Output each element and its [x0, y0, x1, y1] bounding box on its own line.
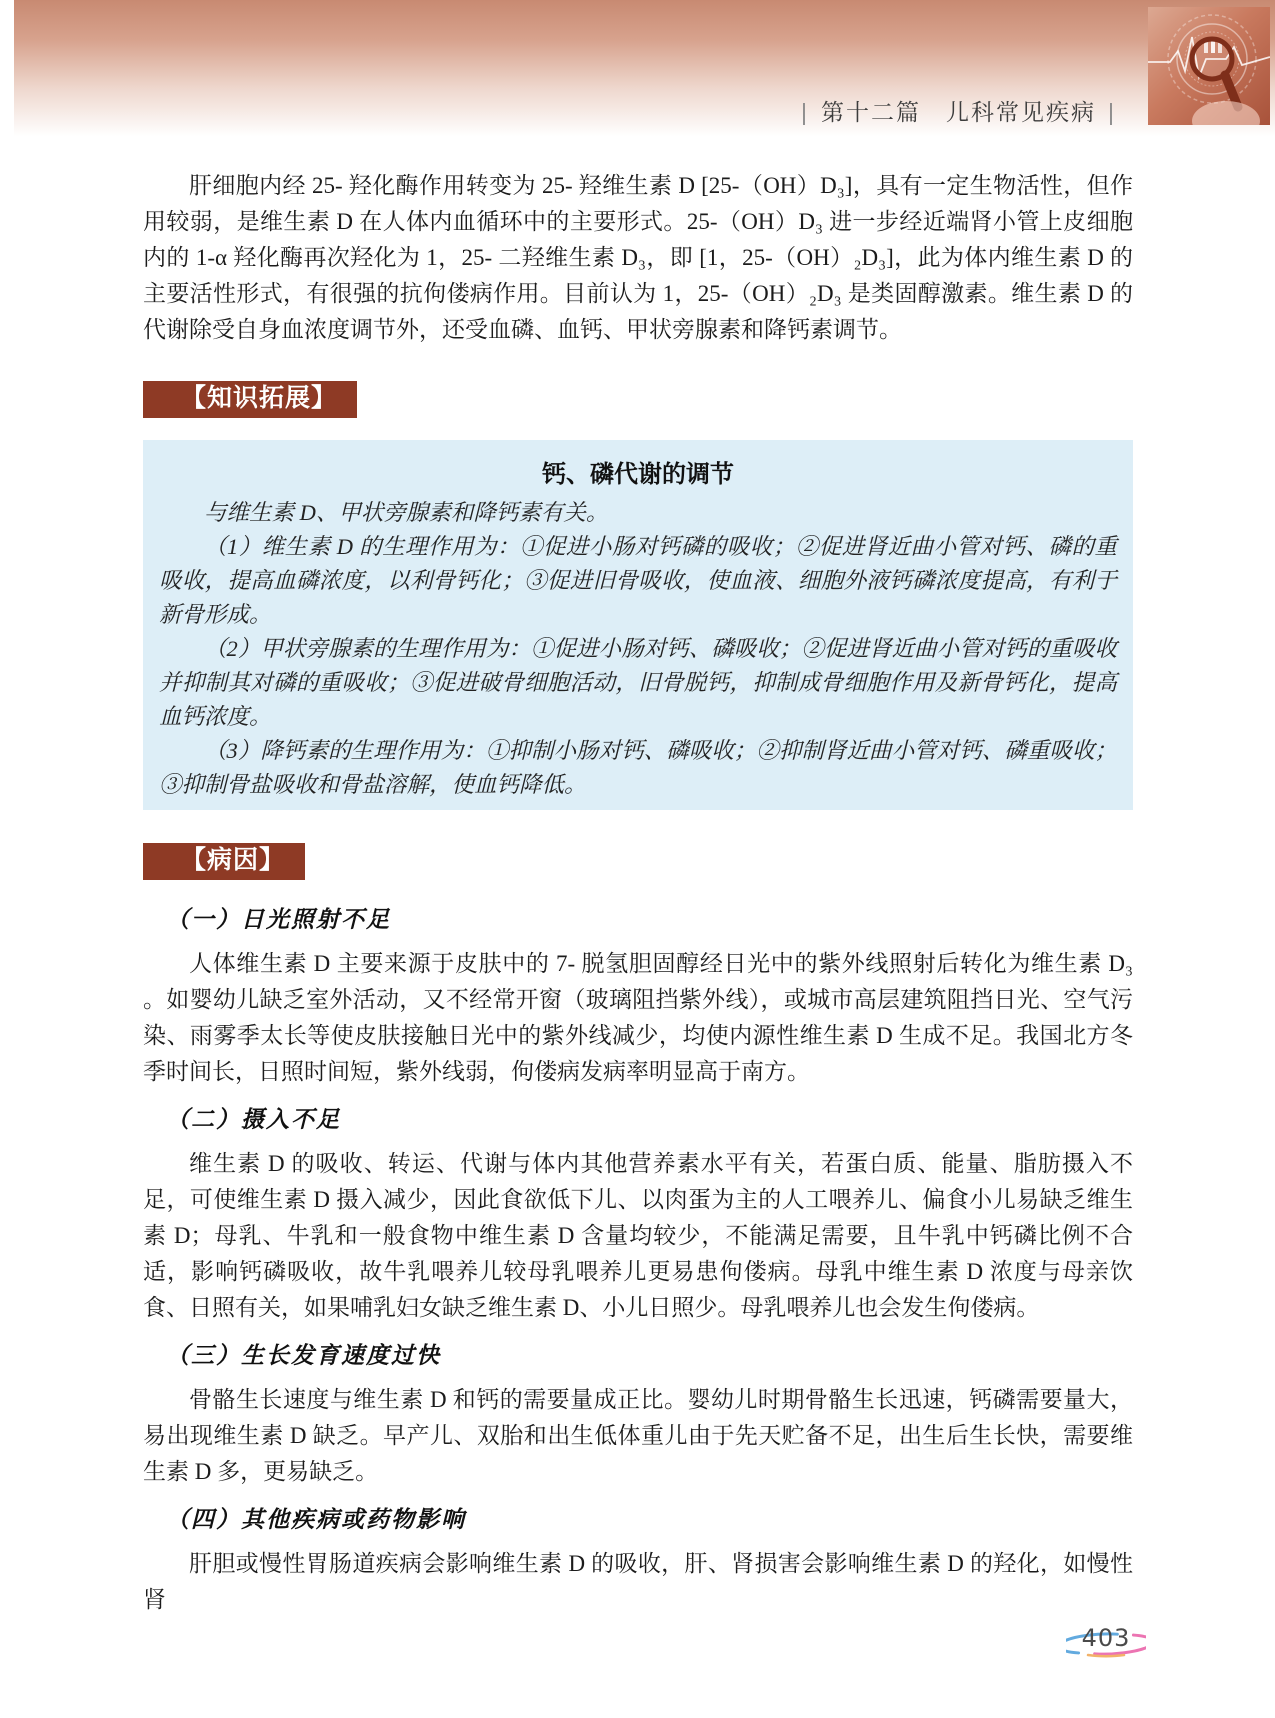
running-head-bar-left: |: [801, 99, 810, 125]
subsection-body-2: 维生素 D 的吸收、转运、代谢与体内其他营养素水平有关，若蛋白质、能量、脂肪摄入不足，可使维生素 D 摄入减少，因此食欲低下儿、以肉蛋为主的人工喂养儿、偏食小儿易缺乏维生素 D；母乳、牛乳和一般食物中维生素 D 含量均较少，不能满足需要，且牛乳中钙磷比例不合适，影响钙磷吸收，故牛乳喂养儿较母乳喂养儿更易患佝偻病。母乳中维生素 D 浓度与母亲饮食、日照有关，如果哺乳妇女缺乏维生素 D、小儿日照少。母乳喂养儿也会发生佝偻病。: [143, 1151, 1133, 1320]
subsection-body-3: 骨骼生长速度与维生素 D 和钙的需要量成正比。婴幼儿时期骨骼生长迅速，钙磷需要量大，易出现维生素 D 缺乏。早产儿、双胎和出生低体重儿由于先天贮备不足，出生后生长快，需要维生素 D 多，更易缺乏。: [143, 1387, 1133, 1484]
knowledge-paragraph: （3）降钙素的生理作用为：①抑制小肠对钙、磷吸收；②抑制肾近曲小管对钙、磷重吸收；③抑制骨盐吸收和骨盐溶解，使血钙降低。: [159, 738, 1117, 797]
etiology-section-label: 【病因】: [143, 843, 305, 880]
subsection-heading-4: （四）其他疾病或药物影响: [166, 1507, 466, 1532]
page-number-text: 403: [1081, 1624, 1131, 1652]
subsection-body-1: 人体维生素 D 主要来源于皮肤中的 7- 脱氢胆固醇经日光中的紫外线照射后转化为维生素 D₃ 。如婴幼儿缺乏室外活动，又不经常开窗（玻璃阻挡紫外线），或城市高层建筑阻挡日光、空气污染、雨雾季太长等使皮肤接触日光中的紫外线减少，均使内源性维生素 D 生成不足。我国北方冬季时间长，日照时间短，紫外线弱，佝偻病发病率明显高于南方。: [143, 951, 1133, 1084]
subsection-heading-2: （二）摄入不足: [166, 1107, 341, 1132]
intro-paragraph: 肝细胞内经 25- 羟化酶作用转变为 25- 羟维生素 D [25-（OH）D₃]，具有一定生物活性，但作用较弱，是维生素 D 在人体内血循环中的主要形式。25-（OH）D₃ 进一步经近端肾小管上皮细胞内的 1-α 羟化酶再次羟化为 1，25- 二羟维生素 D₃，即 [1，25-（OH）₂D₃]，此为体内维生素 D 的主要活性形式，有很强的抗佝偻病作用。目前认为 1，25-（OH）₂D₃ 是类固醇激素。维生素 D 的代谢除受自身血浓度调节外，还受血磷、血钙、甲状旁腺素和降钙素调节。: [143, 173, 1133, 342]
knowledge-paragraph: （1）维生素 D 的生理作用为：①促进小肠对钙磷的吸收；②促进肾近曲小管对钙、磷的重吸收，提高血磷浓度，以利骨钙化；③促进旧骨吸收，使血液、细胞外液钙磷浓度提高，有利于新骨形成。: [159, 534, 1117, 627]
magnifier-photo: [1148, 7, 1270, 125]
page-content: [143, 168, 1133, 1630]
subsection-body-4: 肝胆或慢性胃肠道疾病会影响维生素 D 的吸收，肝、肾损害会影响维生素 D 的羟化，如慢性肾: [143, 1551, 1133, 1612]
running-head-text: 第十二篇 儿科常见疾病: [821, 99, 1097, 125]
subsection-heading-1: （一）日光照射不足: [166, 907, 391, 932]
running-head: [789, 94, 1128, 127]
knowledge-box: [143, 440, 1133, 810]
page-number: [1066, 1622, 1146, 1662]
knowledge-section-label: 【知识拓展】: [143, 381, 357, 418]
knowledge-box-title: 钙、磷代谢的调节: [542, 461, 734, 488]
knowledge-paragraph: （2）甲状旁腺素的生理作用为：①促进小肠对钙、磷吸收；②促进肾近曲小管对钙的重吸收并抑制其对磷的重吸收；③促进破骨细胞活动，旧骨脱钙，抑制成骨细胞作用及新骨钙化，提高血钙浓度。: [159, 636, 1117, 729]
running-head-bar-right: |: [1108, 99, 1116, 125]
magnifier-icon: [1148, 7, 1270, 125]
subsection-heading-3: （三）生长发育速度过快: [166, 1343, 441, 1368]
knowledge-paragraph: 与维生素 D、甲状旁腺素和降钙素有关。: [204, 500, 609, 525]
